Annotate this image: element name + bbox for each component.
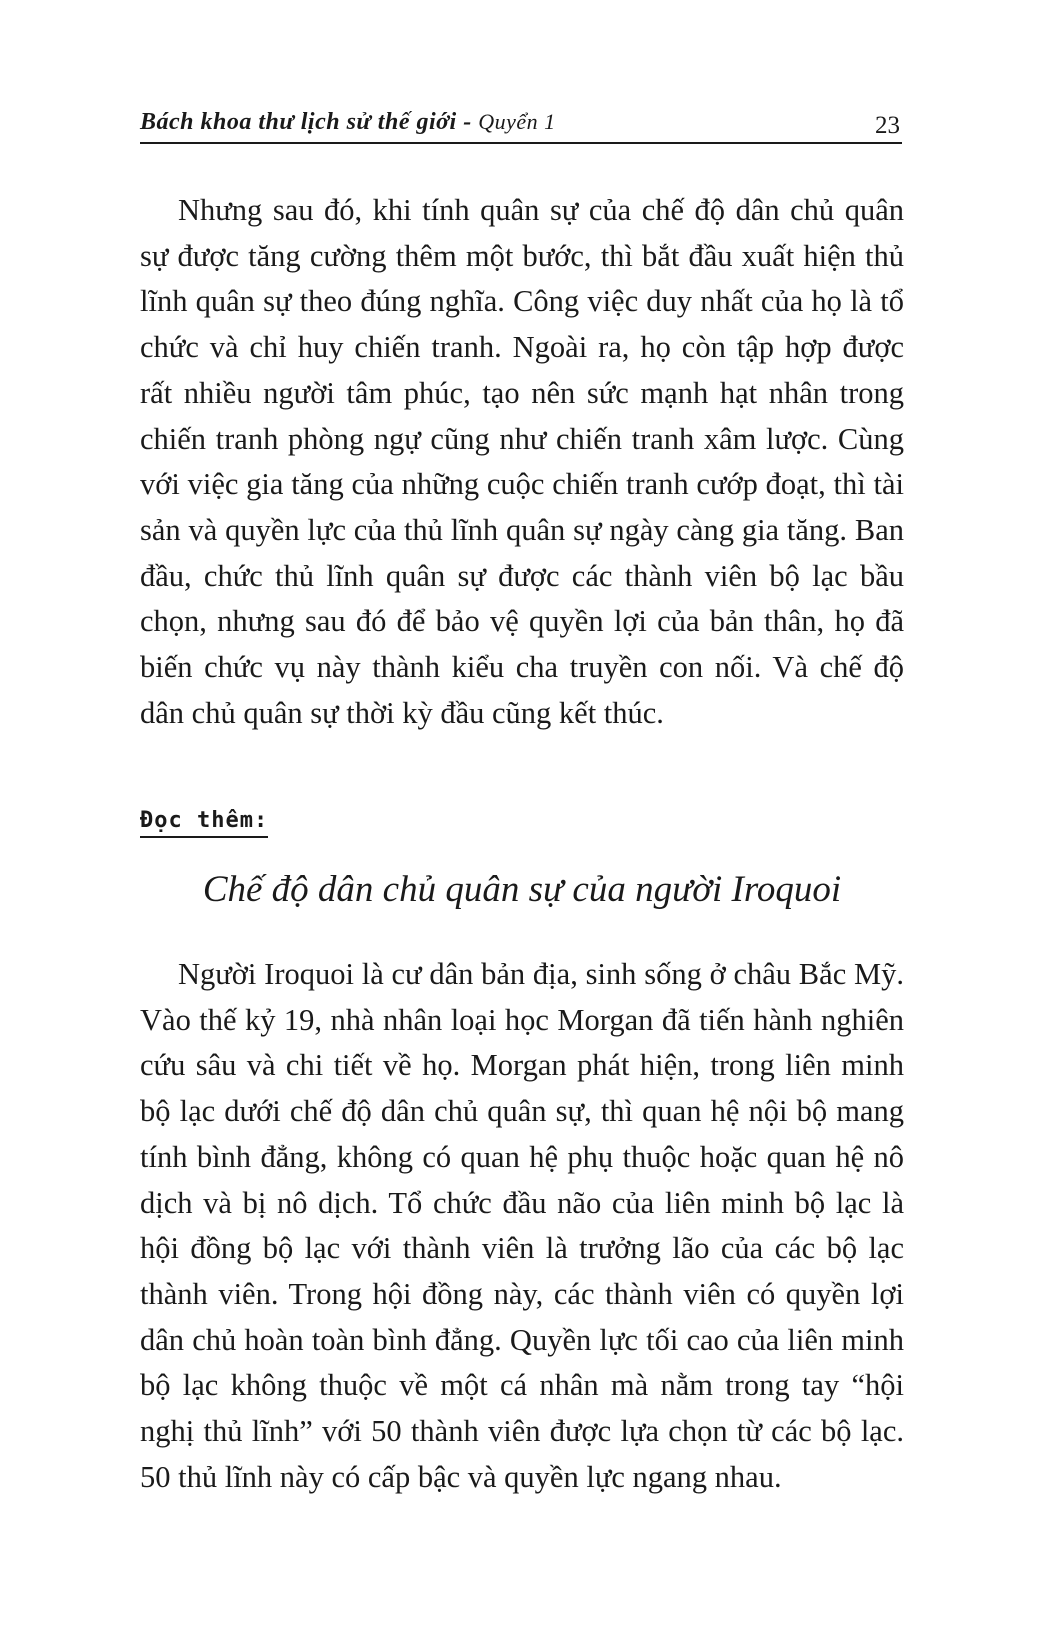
page-number: 23 <box>875 112 900 139</box>
section-subtitle: Chế độ dân chủ quân sự của người Iroquoi <box>202 869 842 910</box>
section-label: Đọc thêm: <box>140 808 268 838</box>
header-separator: - <box>456 109 479 135</box>
header-divider <box>140 142 902 144</box>
header-title <box>140 109 556 136</box>
body-paragraph-1: Nhưng sau đó, khi tính quân sự của chế độ dân chủ quân sự được tăng cường thêm một bước, thì bắt đầu xuất hiện thủ lĩnh quân sự theo đúng nghĩa. Công việc duy nhất của họ là tổ chức và chỉ huy chiến tranh. Ngoài ra, họ còn tập hợp được rất nhiều người tâm phúc, tạo nên sức mạnh hạt nhân trong chiến tranh phòng ngự cũng như chiến tranh xâm lược. Cùng với việc gia tăng của những cuộc chiến tranh cướp đoạt, thì tài sản và quyền lực của thủ lĩnh quân sự ngày càng gia tăng. Ban đầu, chức thủ lĩnh quân sự được các thành viên bộ lạc bầu chọn, nhưng sau đó để bảo vệ quyền lợi của bản thân, họ đã biến chức vụ này thành kiểu cha truyền con nối. Và chế độ dân chủ quân sự thời kỳ đầu cũng kết thúc. <box>140 193 904 730</box>
running-header <box>140 106 900 140</box>
volume-label: Quyển 1 <box>478 109 556 134</box>
body-paragraph-2: Người Iroquoi là cư dân bản địa, sinh sống ở châu Bắc Mỹ. Vào thế kỷ 19, nhà nhân loại học Morgan đã tiến hành nghiên cứu sâu và chi tiết về họ. Morgan phát hiện, trong liên minh bộ lạc dưới chế độ dân chủ quân sự, thì quan hệ nội bộ mang tính bình đẳng, không có quan hệ phụ thuộc hoặc quan hệ nô dịch và bị nô dịch. Tổ chức đầu não của liên minh bộ lạc là hội đồng bộ lạc với thành viên là trưởng lão của các bộ lạc thành viên. Trong hội đồng này, các thành viên có quyền lợi dân chủ hoàn toàn bình đẳng. Quyền lực tối cao của liên minh bộ lạc không thuộc về một cá nhân mà nằm trong tay “hội nghị thủ lĩnh” với 50 thành viên được lựa chọn từ các bộ lạc. 50 thủ lĩnh này có cấp bậc và quyền lực ngang nhau. <box>140 957 904 1494</box>
book-title: Bách khoa thư lịch sử thế giới <box>140 109 457 135</box>
